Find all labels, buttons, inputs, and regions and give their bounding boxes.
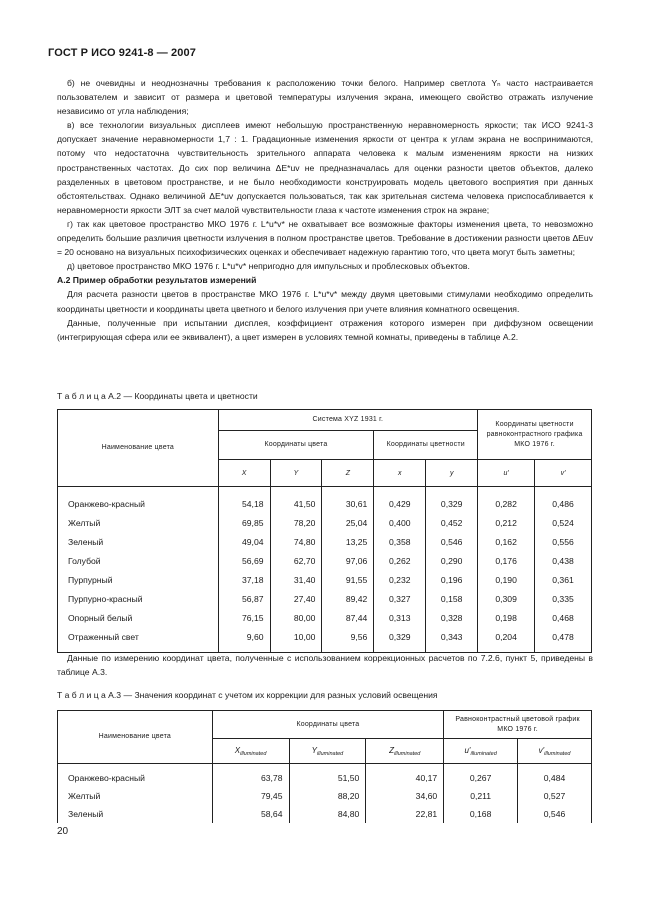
- table-cell-color-name: Оранжево-красный: [58, 487, 219, 514]
- table-cell-value: 0,290: [426, 551, 478, 570]
- table-cell-value: 0,211: [444, 787, 518, 805]
- table-cell-value: 74,80: [270, 532, 322, 551]
- table-row: [58, 570, 592, 589]
- col-header-symbol: v': [538, 745, 545, 755]
- table-cell-value: 0,204: [478, 627, 535, 653]
- table-cell-value: 41,50: [270, 487, 322, 514]
- table-cell-value: 27,40: [270, 589, 322, 608]
- table-cell-value: 0,212: [478, 513, 535, 532]
- table-cell-value: 0,329: [374, 627, 426, 653]
- table-cell-value: 0,468: [535, 608, 592, 627]
- table-cell-value: 0,329: [426, 487, 478, 514]
- table-cell-value: 0,168: [444, 805, 518, 823]
- paragraph-calc: Для расчета разности цветов в пространстве МКО 1976 г. L*u*v* между двумя цветовыми стимулами необходимо определить координаты цветности и координаты цвета цветного и белого излучения при учете влияния комнатного освещения.: [57, 289, 593, 314]
- table-a3-col-header: [444, 739, 518, 764]
- body-text-2: [57, 651, 593, 679]
- table-a3-col-header: [518, 739, 592, 764]
- table-cell-value: 10,00: [270, 627, 322, 653]
- table-cell-value: 0,267: [444, 764, 518, 788]
- table-cell-value: 0,196: [426, 570, 478, 589]
- table-cell-value: 0,158: [426, 589, 478, 608]
- table-a3-caption: Т а б л и ц а А.3 — Значения координат с учетом их коррекции для разных условий освещения: [57, 690, 438, 700]
- col-header-symbol: Y: [311, 745, 317, 755]
- table-a2-col-header: x: [374, 460, 426, 487]
- table-cell-value: 91,55: [322, 570, 374, 589]
- paragraph-v: в) все технологии визуальных дисплеев имеют небольшую пространственную неравномерность яркости; так ИСО 9241-3 допускает значение неравномерности 1,7 : 1. Градационные изменения яркости от центра к углам экрана не воспринимаются, потому что недостаточна чувствительность зрительного аппарата человека к малым изменениям яркости на низких пространственных частотах. До сих пор величина ΔE*uv не предназначалась для оценки разности цветов объектов, далеко разделенных в цветовом пространстве, и не было необходимости конструировать модель цветового восприятия при данных обстоятельствах. Однако величиной ΔE*uv допускается пользоваться, так как зрительная система человека приспосабливается к неравномерности яркости ЭЛТ за счет малой чувствительности глаза к частоте изменения строк на экране;: [57, 120, 593, 215]
- table-a3-header-coords: Координаты цвета: [212, 711, 444, 739]
- table-cell-value: 37,18: [218, 570, 270, 589]
- col-header-symbol: X: [234, 745, 241, 755]
- table-cell-value: 88,20: [289, 787, 366, 805]
- table-cell-value: 84,80: [289, 805, 366, 823]
- table-cell-value: 0,232: [374, 570, 426, 589]
- table-cell-value: 22,81: [366, 805, 444, 823]
- table-row: [58, 551, 592, 570]
- table-cell-color-name: Зеленый: [58, 532, 219, 551]
- table-cell-value: 0,524: [535, 513, 592, 532]
- paragraph-data: Данные, полученные при испытании дисплея, коэффициент отражения которого измерен при диффузном освещении (интегрирующая сфера или ее эквивалент), а цвет измерен в условиях темной комнаты, приведены в таблице А.2.: [57, 317, 593, 342]
- paragraph-b: б) не очевидны и неоднозначны требования к расположению точки белого. Например светлота Yₙ часто настраивается пользователем и зависит от размера и цветовой температуры излучения экрана, имеющего свойство отражать излучение независимо от угла наблюдения;: [57, 78, 593, 117]
- table-cell-value: 56,69: [218, 551, 270, 570]
- table-row: [58, 608, 592, 627]
- table-row: [58, 764, 592, 788]
- body-text: [57, 76, 593, 344]
- table-cell-value: 0,198: [478, 608, 535, 627]
- table-cell-value: 31,40: [270, 570, 322, 589]
- table-cell-value: 87,44: [322, 608, 374, 627]
- table-a2-header-coords: Координаты цвета: [218, 431, 374, 460]
- table-row: [58, 627, 592, 653]
- section-heading-a2: А.2 Пример обработки результатов измерений: [57, 275, 257, 286]
- page-number: 20: [57, 826, 69, 837]
- table-cell-value: 0,527: [518, 787, 592, 805]
- table-cell-value: 0,438: [535, 551, 592, 570]
- table-cell-color-name: Голубой: [58, 551, 219, 570]
- table-cell-value: 97,06: [322, 551, 374, 570]
- table-a2-header-system: Система XYZ 1931 г.: [218, 410, 478, 431]
- document-header: ГОСТ Р ИСО 9241-8 — 2007: [48, 47, 196, 59]
- table-cell-color-name: Отраженный свет: [58, 627, 219, 653]
- table-cell-color-name: Желтый: [58, 787, 213, 805]
- table-cell-value: 9,60: [218, 627, 270, 653]
- table-cell-value: 0,429: [374, 487, 426, 514]
- table-cell-value: 34,60: [366, 787, 444, 805]
- col-header-subscript: illuminated: [544, 750, 571, 757]
- table-a3-col-header: [289, 739, 366, 764]
- table-a2-col-header: y: [426, 460, 478, 487]
- table-a3: [57, 710, 592, 823]
- table-cell-value: 0,452: [426, 513, 478, 532]
- table-a2-header-chrom: Координаты цветности: [374, 431, 478, 460]
- col-header-symbol: u': [464, 745, 471, 755]
- table-cell-value: 0,486: [535, 487, 592, 514]
- table-cell-value: 76,15: [218, 608, 270, 627]
- table-cell-color-name: Пурпурно-красный: [58, 589, 219, 608]
- table-cell-value: 0,328: [426, 608, 478, 627]
- table-cell-value: 69,85: [218, 513, 270, 532]
- table-cell-value: 62,70: [270, 551, 322, 570]
- table-cell-value: 0,361: [535, 570, 592, 589]
- table-a2-header-mko: Координаты цветности равноконтрастного графика МКО 1976 г.: [478, 410, 592, 460]
- table-cell-value: 30,61: [322, 487, 374, 514]
- table-cell-value: 89,42: [322, 589, 374, 608]
- table-cell-value: 13,25: [322, 532, 374, 551]
- table-a2-col-header: v': [535, 460, 592, 487]
- table-cell-value: 78,20: [270, 513, 322, 532]
- table-cell-value: 0,484: [518, 764, 592, 788]
- table-cell-color-name: Оранжево-красный: [58, 764, 213, 788]
- col-header-subscript: illuminated: [470, 750, 497, 757]
- table-a2: [57, 409, 592, 653]
- table-cell-value: 0,343: [426, 627, 478, 653]
- table-row: [58, 787, 592, 805]
- paragraph-g: г) так как цветовое пространство МКО 1976 г. L*u*v* не охватывает все возможные факторы изменения цвета, то невозможно определить большие различия цветности излучения в полном пространстве цветов. Требование в достижении разности цветов ΔEuv = 20 основано на визуальных психофизических оценках и обеспечивает надежную гарантию того, что цвета могут быть заметны;: [57, 218, 593, 258]
- paragraph-d: д) цветовое пространство МКО 1976 г. L*u*v* непригодно для импульсных и проблесковых объектов.: [67, 261, 470, 272]
- table-a2-col-header: X: [218, 460, 270, 487]
- table-cell-value: 51,50: [289, 764, 366, 788]
- table-a2-caption: Т а б л и ц а А.2 — Координаты цвета и цветности: [57, 391, 258, 401]
- col-header-subscript: illuminated: [316, 750, 344, 757]
- table-cell-value: 0,190: [478, 570, 535, 589]
- table-cell-value: 9,56: [322, 627, 374, 653]
- col-header-subscript: illuminated: [240, 750, 267, 757]
- table-cell-value: 54,18: [218, 487, 270, 514]
- table-cell-value: 0,327: [374, 589, 426, 608]
- table-a2-header-name: Наименование цвета: [58, 410, 219, 487]
- table-cell-color-name: Зеленый: [58, 805, 213, 823]
- table-cell-value: 0,358: [374, 532, 426, 551]
- table-row: [58, 532, 592, 551]
- table-cell-value: 0,400: [374, 513, 426, 532]
- table-a2-col-header: Y: [270, 460, 322, 487]
- table-a3-col-header: [366, 739, 444, 764]
- table-cell-value: 0,335: [535, 589, 592, 608]
- table-cell-value: 80,00: [270, 608, 322, 627]
- table-cell-value: 25,04: [322, 513, 374, 532]
- col-header-subscript: illuminated: [394, 750, 421, 757]
- table-cell-value: 0,309: [478, 589, 535, 608]
- table-cell-color-name: Опорный белый: [58, 608, 219, 627]
- table-a3-col-header: [212, 739, 289, 764]
- table-cell-value: 0,282: [478, 487, 535, 514]
- table-row: [58, 589, 592, 608]
- col-header-symbol: Z: [389, 745, 395, 755]
- table-cell-color-name: Пурпурный: [58, 570, 219, 589]
- table-cell-value: 58,64: [212, 805, 289, 823]
- table-a3-header-mko: Равноконтрастный цветовой график МКО 1976 г.: [444, 711, 592, 739]
- table-a2-col-header: u': [478, 460, 535, 487]
- table-cell-value: 0,556: [535, 532, 592, 551]
- table-row: [58, 487, 592, 514]
- table-cell-value: 0,262: [374, 551, 426, 570]
- table-cell-value: 0,478: [535, 627, 592, 653]
- table-cell-value: 63,78: [212, 764, 289, 788]
- table-cell-value: 0,176: [478, 551, 535, 570]
- table-cell-value: 40,17: [366, 764, 444, 788]
- table-cell-value: 0,546: [518, 805, 592, 823]
- table-cell-value: 0,313: [374, 608, 426, 627]
- table-cell-value: 49,04: [218, 532, 270, 551]
- table-cell-color-name: Желтый: [58, 513, 219, 532]
- table-cell-value: 0,162: [478, 532, 535, 551]
- table-cell-value: 79,45: [212, 787, 289, 805]
- table-a2-col-header: Z: [322, 460, 374, 487]
- paragraph-table-a3-intro: Данные по измерению координат цвета, полученные с использованием коррекционных расчетов по 7.2.6, пункт 5, приведены в таблице А.3.: [57, 653, 593, 678]
- table-row: [58, 805, 592, 823]
- table-row: [58, 513, 592, 532]
- table-cell-value: 0,546: [426, 532, 478, 551]
- table-a3-header-name: Наименование цвета: [58, 711, 213, 764]
- table-cell-value: 56,87: [218, 589, 270, 608]
